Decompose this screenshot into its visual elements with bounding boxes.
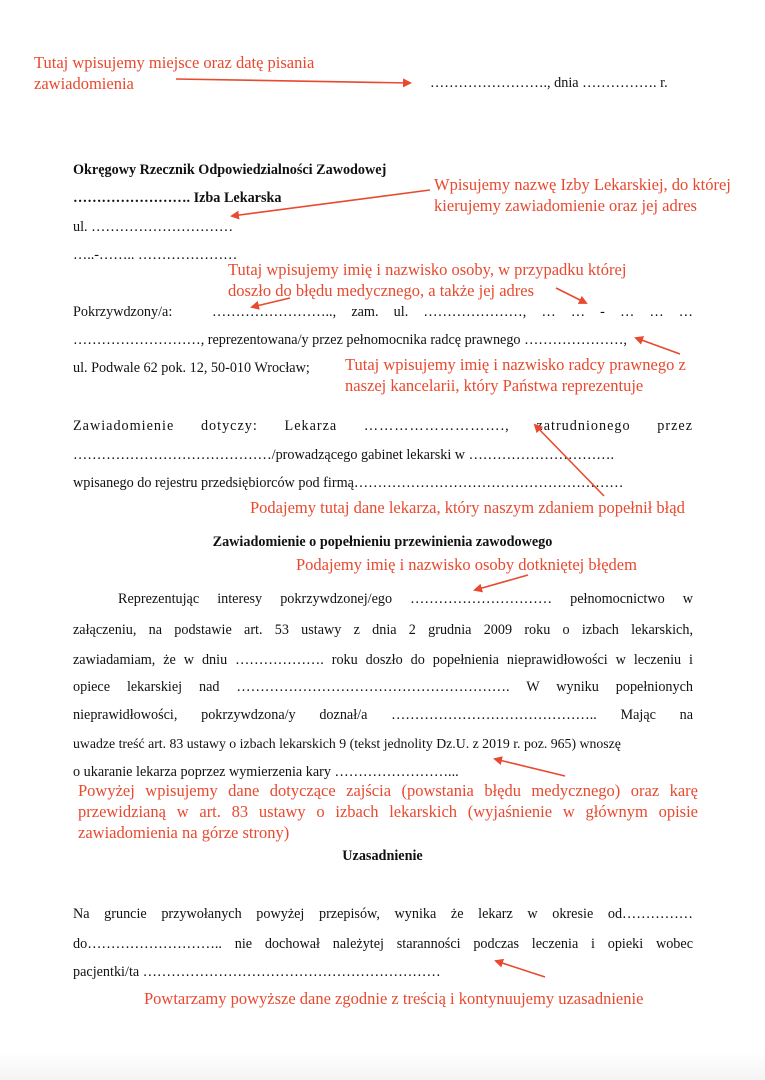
concerns-line2: ……………………………………/prowadzącego gabinet lekarski w …………………………. [73,447,615,463]
justification-title: Uzasadnienie [342,848,423,864]
arrow-chamber [232,190,430,216]
arrow-place-date [176,79,410,83]
arrow-incident [495,759,565,776]
party-office-address: ul. Podwale 62 pok. 12, 50-010 Wrocław; [73,360,310,376]
date-line: ……………………., dnia ……………. r. [430,75,668,91]
annotation-affected: Podajemy imię i nazwisko osoby dotkniętej błędem [296,555,637,574]
body-line4: opiece lekarskiej nad …………………………………………………. W wyniku popełnionych [73,679,693,695]
party-label: Pokrzywdzony/a: [73,304,173,320]
arrow-injured-right [556,288,586,303]
body-line1: Reprezentując interesy pokrzywdzonej/ego ………………………… pełnomocnictwo w [118,591,693,607]
body-line7: o ukaranie lekarza poprzez wymierzenia kary ……………………... [73,764,459,780]
concerns-line3: wpisanego do rejestru przedsiębiorców pod firmą………………………………………………… [73,475,624,491]
section-title: Zawiadomienie o popełnieniu przewinienia zawodowego [212,534,553,550]
annotation-chamber-line2: kierujemy zawiadomienie oraz jej adres [434,196,697,215]
annotation-lawyer-line2: naszej kancelarii, który Państwa reprezentuje [345,376,644,395]
annotation-chamber-line1: Wpisujemy nazwę Izby Lekarskiej, do której [434,175,731,194]
arrow-doctor [535,425,604,496]
page-bottom-edge [0,1052,765,1080]
annotation-injured-line1: Tutaj wpisujemy imię i nazwisko osoby, w przypadku której [228,260,627,279]
body-line6: uwadze treść art. 83 ustawy o izbach lekarskich 9 (tekst jednolity Dz.U. z 2019 r. poz. 965) wnoszę [73,736,621,751]
addressee-title: Okręgowy Rzecznik Odpowiedzialności Zawodowej [73,162,387,178]
addressee-street: ul. ………………………… [73,219,234,235]
justification-line1: Na gruncie przywołanych powyżej przepisów, wynika że lekarz w okresie od…………… [73,906,693,922]
justification-line2: do……………………….. nie dochował należytej staranności podczas leczenia i opieki wobec [73,936,693,952]
justification-line3: pacjentki/ta ……………………………………………………… [73,964,441,980]
arrow-repeat [496,961,545,977]
annotation-doctor: Podajemy tutaj dane lekarza, który naszym zdaniem popełnił błąd [250,498,685,517]
body-line3: zawiadamiam, że w dniu ………………. roku doszło do popełnienia nieprawidłowości w leczeniu i [73,652,693,668]
annotation-place-date-line1: Tutaj wpisujemy miejsce oraz datę pisania [34,53,315,72]
annotation-injured-line2: doszło do błędu medycznego, a także jej adres [228,281,535,300]
arrow-lawyer [636,338,680,354]
body-line2: załączeniu, na podstawie art. 53 ustawy z dnia 2 grudnia 2009 roku o izbach lekarskich, [73,622,693,638]
annotation-lawyer-line1: Tutaj wpisujemy imię i nazwisko radcy prawnego z [345,355,686,374]
addressee-chamber: ……………………. Izba Lekarska [73,190,282,206]
annotation-incident-line3: zawiadomienia na górze strony) [78,823,290,842]
concerns-line1: Zawiadomienie dotyczy: Lekarza ………………………., zatrudnionego przez [73,418,693,434]
addressee-postal: …..-…….. ………………… [73,247,238,263]
annotation-place-date-line2: zawiadomienia [34,74,134,93]
arrow-injured-left [252,298,290,307]
annotation-incident-line2: przewidzianą w art. 83 ustawy o izbach lekarskich (wyjaśnienie w głównym opisie [78,802,698,821]
annotation-incident-line1: Powyżej wpisujemy dane dotyczące zajścia (powstania błędu medycznego) oraz karę [78,781,698,800]
arrow-affected [475,575,528,590]
body-line5: nieprawidłowości, pokrzywdzona/y doznał/a …………………………………….. Mając na [73,707,693,723]
party-address: …………………….., zam. ul. …………………, … … - … … … [212,304,693,320]
party-representation: ………………………, reprezentowana/y przez pełnomocnika radcę prawnego …………………, [73,332,627,348]
annotation-repeat: Powtarzamy powyższe dane zgodnie z treścią i kontynuujemy uzasadnienie [144,989,644,1008]
